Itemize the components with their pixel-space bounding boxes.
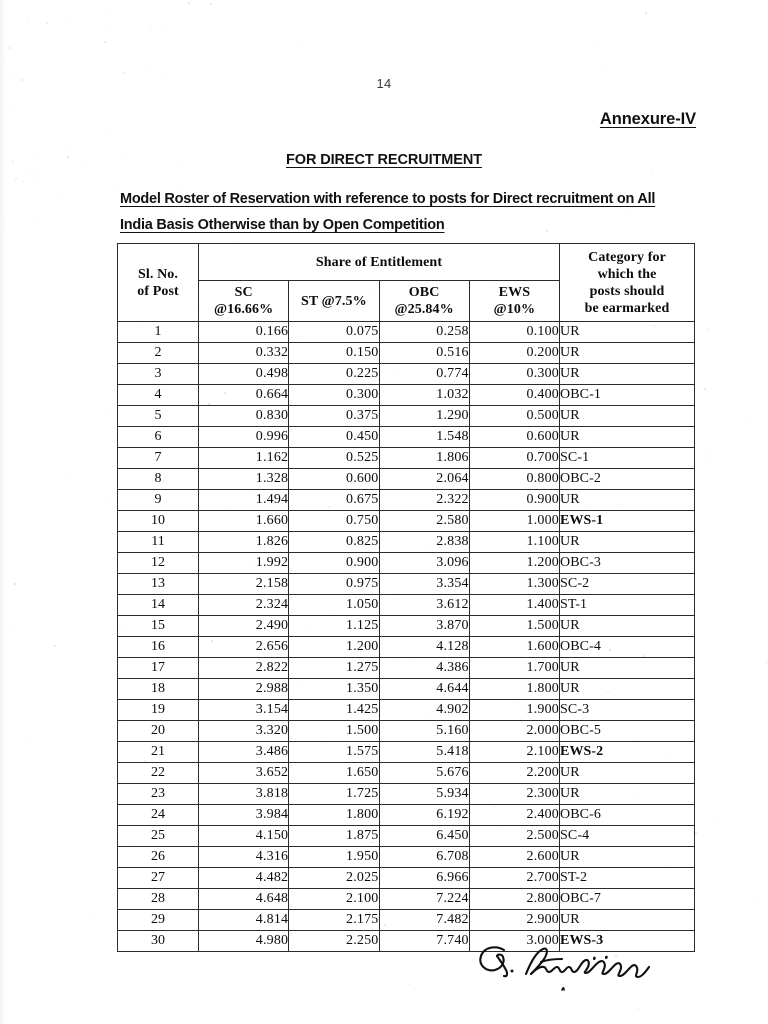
cell-sl-no: 10 — [118, 511, 199, 532]
table-row — [118, 679, 695, 700]
cell-sl-no: 1 — [118, 322, 199, 343]
cell-st: 1.650 — [289, 763, 379, 784]
cell-category: UR — [560, 343, 695, 364]
cell-st: 0.675 — [289, 490, 379, 511]
table-row — [118, 448, 695, 469]
cell-sc: 1.494 — [199, 490, 289, 511]
cell-ews: 1.300 — [469, 574, 559, 595]
cell-sc: 3.818 — [199, 784, 289, 805]
cell-obc: 0.774 — [379, 364, 469, 385]
cell-obc: 2.580 — [379, 511, 469, 532]
cell-sc: 0.664 — [199, 385, 289, 406]
cell-st: 0.225 — [289, 364, 379, 385]
cell-sl-no: 11 — [118, 532, 199, 553]
cell-sc: 4.814 — [199, 910, 289, 931]
cell-sl-no: 30 — [118, 931, 199, 952]
cell-st: 0.750 — [289, 511, 379, 532]
cell-sl-no: 28 — [118, 889, 199, 910]
page-number: 14 — [376, 76, 392, 91]
cell-st: 1.800 — [289, 805, 379, 826]
cell-ews: 2.400 — [469, 805, 559, 826]
cell-sc: 1.992 — [199, 553, 289, 574]
cell-category: UR — [560, 658, 695, 679]
cell-category: OBC-3 — [560, 553, 695, 574]
cell-category: UR — [560, 679, 695, 700]
cell-st: 2.100 — [289, 889, 379, 910]
cell-sl-no: 12 — [118, 553, 199, 574]
table-row — [118, 742, 695, 763]
cell-sl-no: 27 — [118, 868, 199, 889]
cell-sl-no: 15 — [118, 616, 199, 637]
cell-sl-no: 22 — [118, 763, 199, 784]
cell-obc: 6.708 — [379, 847, 469, 868]
cell-st: 2.175 — [289, 910, 379, 931]
cell-sl-no: 24 — [118, 805, 199, 826]
cell-category: OBC-5 — [560, 721, 695, 742]
cell-obc: 2.322 — [379, 490, 469, 511]
cell-sc: 3.652 — [199, 763, 289, 784]
cell-sl-no: 14 — [118, 595, 199, 616]
subject-heading-text: FOR DIRECT RECRUITMENT — [286, 152, 482, 168]
cell-obc: 1.548 — [379, 427, 469, 448]
reservation-roster-table — [117, 243, 695, 952]
cell-obc: 7.740 — [379, 931, 469, 952]
header-category-line-1: Category for — [588, 249, 666, 265]
cell-obc: 3.870 — [379, 616, 469, 637]
cell-category: UR — [560, 322, 695, 343]
cell-obc: 7.224 — [379, 889, 469, 910]
cell-ews: 2.700 — [469, 868, 559, 889]
cell-obc: 4.128 — [379, 637, 469, 658]
table-row — [118, 406, 695, 427]
cell-st: 1.575 — [289, 742, 379, 763]
header-sc-line-1: SC — [234, 285, 253, 300]
cell-st: 0.600 — [289, 469, 379, 490]
cell-category: EWS-3 — [560, 931, 695, 952]
header-sl-no — [118, 244, 199, 322]
cell-sl-no: 23 — [118, 784, 199, 805]
cell-obc: 6.450 — [379, 826, 469, 847]
cell-sl-no: 4 — [118, 385, 199, 406]
header-category-line-2: which the — [597, 266, 657, 282]
cell-obc: 5.934 — [379, 784, 469, 805]
table-head — [118, 244, 695, 322]
cell-st: 1.350 — [289, 679, 379, 700]
cell-ews: 0.100 — [469, 322, 559, 343]
header-sc-line-2: @16.66% — [214, 302, 274, 317]
cell-ews: 2.900 — [469, 910, 559, 931]
signature — [474, 940, 684, 1000]
cell-ews: 2.500 — [469, 826, 559, 847]
cell-st: 0.450 — [289, 427, 379, 448]
roster-title-line-1: Model Roster of Reservation with reference to posts for Direct recruitment on All — [120, 191, 656, 207]
cell-category: OBC-7 — [560, 889, 695, 910]
cell-sc: 0.996 — [199, 427, 289, 448]
cell-sc: 4.150 — [199, 826, 289, 847]
cell-category: SC-2 — [560, 574, 695, 595]
cell-sl-no: 5 — [118, 406, 199, 427]
header-sl-no-line-2: of Post — [137, 283, 179, 299]
cell-ews: 1.100 — [469, 532, 559, 553]
cell-st: 0.075 — [289, 322, 379, 343]
cell-category: OBC-1 — [560, 385, 695, 406]
table-row — [118, 889, 695, 910]
table-row — [118, 868, 695, 889]
cell-ews: 0.600 — [469, 427, 559, 448]
table-row — [118, 637, 695, 658]
header-category — [560, 244, 695, 322]
cell-obc: 3.096 — [379, 553, 469, 574]
cell-category: EWS-2 — [560, 742, 695, 763]
cell-sl-no: 20 — [118, 721, 199, 742]
cell-obc: 4.644 — [379, 679, 469, 700]
cell-category: ST-2 — [560, 868, 695, 889]
cell-ews: 2.800 — [469, 889, 559, 910]
cell-sl-no: 26 — [118, 847, 199, 868]
cell-ews: 2.600 — [469, 847, 559, 868]
cell-category: OBC-4 — [560, 637, 695, 658]
header-category-line-3: posts should — [589, 283, 665, 299]
cell-category: SC-4 — [560, 826, 695, 847]
cell-category: SC-1 — [560, 448, 695, 469]
cell-obc: 1.290 — [379, 406, 469, 427]
cell-ews: 2.000 — [469, 721, 559, 742]
cell-ews: 1.200 — [469, 553, 559, 574]
cell-sc: 0.498 — [199, 364, 289, 385]
cell-st: 2.250 — [289, 931, 379, 952]
cell-st: 1.200 — [289, 637, 379, 658]
cell-category: OBC-6 — [560, 805, 695, 826]
cell-sc: 1.162 — [199, 448, 289, 469]
cell-sc: 2.158 — [199, 574, 289, 595]
cell-obc: 6.192 — [379, 805, 469, 826]
cell-st: 1.875 — [289, 826, 379, 847]
table-row — [118, 427, 695, 448]
header-ews-line-1: EWS — [498, 285, 531, 300]
table-row — [118, 784, 695, 805]
cell-obc: 1.806 — [379, 448, 469, 469]
table-row — [118, 385, 695, 406]
cell-ews: 0.200 — [469, 343, 559, 364]
cell-sc: 0.332 — [199, 343, 289, 364]
cell-sc: 2.822 — [199, 658, 289, 679]
roster-title-line-2: India Basis Otherwise than by Open Competition — [120, 217, 445, 233]
cell-st: 0.375 — [289, 406, 379, 427]
table-row — [118, 805, 695, 826]
cell-ews: 1.000 — [469, 511, 559, 532]
cell-obc: 5.418 — [379, 742, 469, 763]
cell-sc: 2.490 — [199, 616, 289, 637]
cell-sc: 3.984 — [199, 805, 289, 826]
cell-obc: 6.966 — [379, 868, 469, 889]
table-row — [118, 763, 695, 784]
cell-sl-no: 2 — [118, 343, 199, 364]
cell-category: UR — [560, 910, 695, 931]
roster-title — [120, 186, 700, 238]
cell-ews: 0.300 — [469, 364, 559, 385]
cell-category: UR — [560, 763, 695, 784]
cell-obc: 5.160 — [379, 721, 469, 742]
cell-sc: 1.328 — [199, 469, 289, 490]
cell-sl-no: 25 — [118, 826, 199, 847]
cell-category: UR — [560, 616, 695, 637]
subject-heading — [0, 152, 768, 168]
cell-obc: 1.032 — [379, 385, 469, 406]
cell-st: 1.725 — [289, 784, 379, 805]
cell-category: ST-1 — [560, 595, 695, 616]
header-row-top — [118, 244, 695, 281]
header-share-of-entitlement: Share of Entitlement — [199, 244, 560, 281]
cell-category: EWS-1 — [560, 511, 695, 532]
cell-sl-no: 16 — [118, 637, 199, 658]
cell-obc: 2.838 — [379, 532, 469, 553]
cell-obc: 0.258 — [379, 322, 469, 343]
cell-ews: 2.300 — [469, 784, 559, 805]
table-row — [118, 700, 695, 721]
cell-ews: 3.000 — [469, 931, 559, 952]
cell-sc: 2.324 — [199, 595, 289, 616]
cell-sl-no: 21 — [118, 742, 199, 763]
cell-st: 1.500 — [289, 721, 379, 742]
cell-ews: 2.100 — [469, 742, 559, 763]
table-row — [118, 490, 695, 511]
cell-sl-no: 17 — [118, 658, 199, 679]
cell-ews: 1.400 — [469, 595, 559, 616]
cell-sc: 4.316 — [199, 847, 289, 868]
header-sl-no-line-1: Sl. No. — [138, 266, 178, 282]
table-row — [118, 511, 695, 532]
cell-sc: 1.660 — [199, 511, 289, 532]
table-row — [118, 553, 695, 574]
cell-ews: 1.500 — [469, 616, 559, 637]
cell-sl-no: 29 — [118, 910, 199, 931]
header-obc-line-1: OBC — [408, 285, 440, 300]
cell-sc: 2.656 — [199, 637, 289, 658]
cell-sc: 0.830 — [199, 406, 289, 427]
cell-obc: 4.386 — [379, 658, 469, 679]
cell-category: SC-3 — [560, 700, 695, 721]
table-row — [118, 721, 695, 742]
table-row — [118, 826, 695, 847]
cell-sc: 1.826 — [199, 532, 289, 553]
cell-category: UR — [560, 532, 695, 553]
cell-ews: 1.800 — [469, 679, 559, 700]
cell-obc: 4.902 — [379, 700, 469, 721]
cell-st: 1.050 — [289, 595, 379, 616]
cell-sc: 3.154 — [199, 700, 289, 721]
cell-st: 1.125 — [289, 616, 379, 637]
cell-category: UR — [560, 490, 695, 511]
annexure-heading: Annexure-IV — [599, 110, 696, 128]
cell-ews: 0.500 — [469, 406, 559, 427]
cell-category: UR — [560, 406, 695, 427]
header-obc — [379, 281, 469, 322]
cell-st: 0.525 — [289, 448, 379, 469]
table-row — [118, 532, 695, 553]
cell-obc: 0.516 — [379, 343, 469, 364]
table-row — [118, 364, 695, 385]
cell-st: 0.300 — [289, 385, 379, 406]
table-row — [118, 847, 695, 868]
cell-obc: 5.676 — [379, 763, 469, 784]
cell-category: UR — [560, 427, 695, 448]
table-row — [118, 910, 695, 931]
table-row — [118, 469, 695, 490]
cell-st: 0.825 — [289, 532, 379, 553]
header-sc — [199, 281, 289, 322]
cell-st: 0.150 — [289, 343, 379, 364]
cell-ews: 1.900 — [469, 700, 559, 721]
cell-sc: 4.482 — [199, 868, 289, 889]
cell-ews: 1.700 — [469, 658, 559, 679]
cell-category: UR — [560, 364, 695, 385]
cell-category: UR — [560, 784, 695, 805]
cell-obc: 2.064 — [379, 469, 469, 490]
table-row — [118, 574, 695, 595]
cell-ews: 0.400 — [469, 385, 559, 406]
cell-category: OBC-2 — [560, 469, 695, 490]
header-ews — [469, 281, 559, 322]
cell-sc: 4.980 — [199, 931, 289, 952]
cell-sc: 3.320 — [199, 721, 289, 742]
cell-sl-no: 3 — [118, 364, 199, 385]
table-row — [118, 343, 695, 364]
cell-sl-no: 13 — [118, 574, 199, 595]
cell-sl-no: 7 — [118, 448, 199, 469]
cell-st: 0.975 — [289, 574, 379, 595]
header-obc-line-2: @25.84% — [394, 302, 454, 317]
cell-st: 1.950 — [289, 847, 379, 868]
cell-ews: 0.900 — [469, 490, 559, 511]
cell-sl-no: 8 — [118, 469, 199, 490]
cell-st: 1.425 — [289, 700, 379, 721]
cell-sc: 2.988 — [199, 679, 289, 700]
cell-st: 0.900 — [289, 553, 379, 574]
cell-st: 2.025 — [289, 868, 379, 889]
cell-sl-no: 9 — [118, 490, 199, 511]
table-row — [118, 658, 695, 679]
cell-ews: 1.600 — [469, 637, 559, 658]
cell-sl-no: 19 — [118, 700, 199, 721]
table-row — [118, 595, 695, 616]
cell-sl-no: 18 — [118, 679, 199, 700]
header-st: ST @7.5% — [289, 281, 379, 322]
cell-ews: 0.800 — [469, 469, 559, 490]
cell-sc: 3.486 — [199, 742, 289, 763]
cell-category: UR — [560, 847, 695, 868]
table-body — [118, 322, 695, 952]
cell-sl-no: 6 — [118, 427, 199, 448]
cell-obc: 3.354 — [379, 574, 469, 595]
table-row — [118, 616, 695, 637]
header-ews-line-2: @10% — [493, 302, 536, 317]
cell-obc: 7.482 — [379, 910, 469, 931]
cell-obc: 3.612 — [379, 595, 469, 616]
cell-ews: 0.700 — [469, 448, 559, 469]
header-category-line-4: be earmarked — [584, 300, 670, 316]
cell-sc: 0.166 — [199, 322, 289, 343]
cell-st: 1.275 — [289, 658, 379, 679]
roster-table-container — [117, 243, 695, 952]
table-row — [118, 322, 695, 343]
cell-ews: 2.200 — [469, 763, 559, 784]
cell-sc: 4.648 — [199, 889, 289, 910]
